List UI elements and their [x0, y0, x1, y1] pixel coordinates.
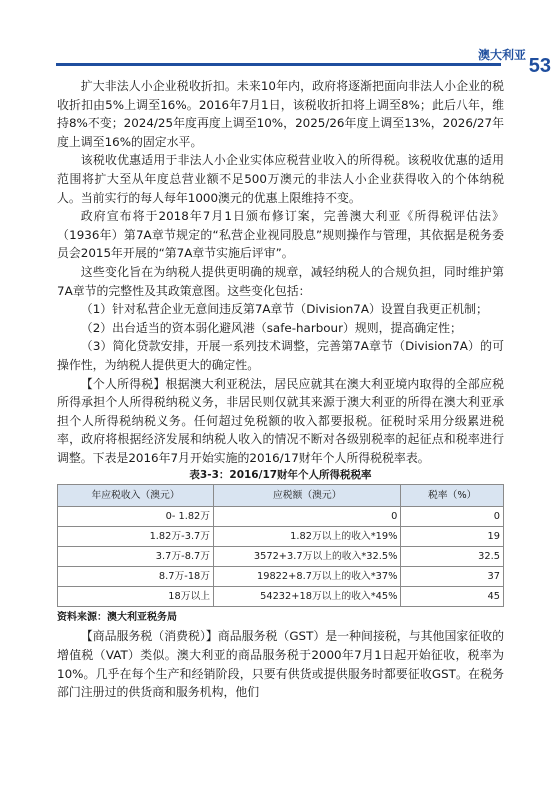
column-header-rate: 税率（%）	[401, 485, 504, 507]
cell-tax-amount: 0	[214, 507, 401, 527]
cell-tax-amount: 19822+8.7万以上的收入*37%	[214, 567, 401, 587]
table-caption: 表3-3：2016/17财年个人所得税税率	[189, 469, 372, 482]
tax-rate-table	[57, 484, 504, 607]
list-item-self-correction: （1）针对私营企业无意间违反第7A章节（Division7A）设置自我更正机制；	[80, 302, 488, 317]
column-header-income: 年应税收入（澳元）	[58, 485, 214, 507]
cell-income: 8.7万-18万	[58, 567, 214, 587]
list-item-safe-harbour: （2）出台适当的资本弱化避风港（safe-harbour）规则，提高确定性；	[80, 320, 462, 335]
cell-rate: 32.5	[401, 547, 504, 567]
cell-rate: 45	[401, 587, 504, 607]
paragraph-small-business-discount: 扩大非法人小企业税收折扣。未来10年内，政府将逐渐把面向非法人小企业的税收折扣由5%上调至16%。2016年7月1日，该税收折扣将上调至8%；此后八年，维持8%不变；2024/25年度再度上调至10%，2025/26年度上调至13%，2026/27年度上调至16%的固定水平。	[57, 79, 504, 149]
cell-rate: 37	[401, 567, 504, 587]
table-row	[58, 547, 504, 567]
paragraph-personal-income-tax: 【个人所得税】根据澳大利亚税法，居民应就其在澳大利亚境内取得的全部应税所得承担个人所得税纳税义务，非居民则仅就其来源于澳大利亚的所得在澳大利亚承担个人所得税纳税义务。任何超过免税额的收入都要报税。征税时采用分级累进税率，政府将根据经济发展和纳税人收入的情况不断对各级别税率的起征点和税率进行调整。下表是2016年7月开始实施的2016/17财年个人所得税税率表。	[57, 376, 504, 465]
paragraph-division-7a: 政府宣布将于2018年7月1日颁布修订案，完善澳大利亚《所得税评估法》（1936年）第7A章节规定的“私营企业视同股息”规则操作与管理，其依据是税务委员会2015年开展的“第7A章节实施后评审”。	[57, 209, 504, 261]
table-row	[58, 507, 504, 527]
cell-tax-amount: 54232+18万以上的收入*45%	[214, 587, 401, 607]
cell-tax-amount: 1.82万以上的收入*19%	[214, 527, 401, 547]
cell-income: 0- 1.82万	[58, 507, 214, 527]
body-text	[57, 77, 504, 702]
page-number: 53	[528, 55, 551, 77]
cell-rate: 19	[401, 527, 504, 547]
paragraph-discount-scope: 该税收优惠适用于非法人小企业实体应税营业收入的所得税。该税收优惠的适用范围将扩大至从年度总营业额不足500万澳元的非法人小企业获得收入的个体纳税人。当前实行的每人每年1000澳元的优惠上限维持不变。	[57, 153, 504, 205]
table-row	[58, 567, 504, 587]
cell-tax-amount: 3572+3.7万以上的收入*32.5%	[214, 547, 401, 567]
list-item-simplify-loans: （3）简化贷款安排，开展一系列技术调整，完善第7A章节（Division7A）的可操作性，为纳税人提供更大的确定性。	[57, 339, 504, 372]
cell-income: 1.82万-3.7万	[58, 527, 214, 547]
header-rule	[56, 63, 501, 66]
table-row	[58, 587, 504, 607]
paragraph-gst: 【商品服务税（消费税）】商品服务税（GST）是一种间接税，与其他国家征收的增值税（VAT）类似。澳大利亚的商品服务税于2000年7月1日起开始征收，税率为10%。几乎在每个生产和经销阶段，只要有供货或提供服务时都要征收GST。在税务部门注册过的供货商和服务机构，他们	[57, 629, 504, 700]
cell-income: 3.7万-8.7万	[58, 547, 214, 567]
column-header-tax-amount: 应税额（澳元）	[214, 485, 401, 507]
source-note: 资料来源：澳大利亚税务局	[57, 612, 177, 624]
table-header-row	[58, 485, 504, 507]
table-row	[58, 527, 504, 547]
cell-income: 18万以上	[58, 587, 214, 607]
cell-rate: 0	[401, 507, 504, 527]
paragraph-changes-intro: 这些变化旨在为纳税人提供更明确的规章，减轻纳税人的合规负担，同时维护第7A章节的完整性及其政策意图。这些变化包括：	[57, 264, 504, 298]
header-title: 澳大利亚	[477, 48, 526, 62]
